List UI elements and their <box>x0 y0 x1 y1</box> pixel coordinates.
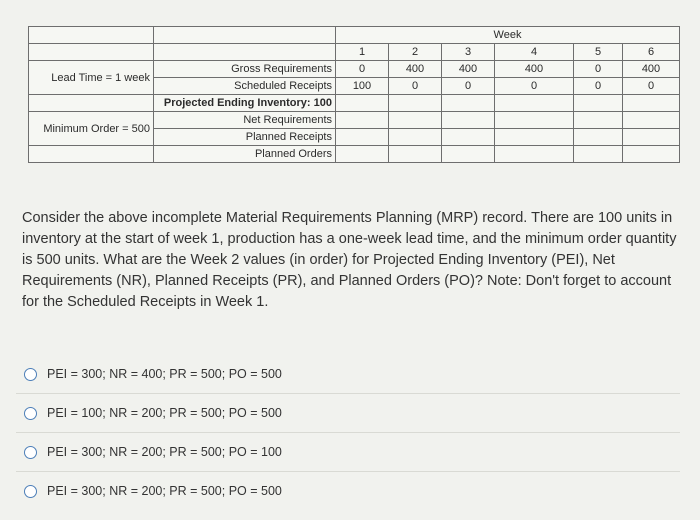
week-number: 4 <box>495 44 574 61</box>
table-cell <box>442 95 495 112</box>
table-cell <box>495 95 574 112</box>
table-cell: 100 <box>336 78 389 95</box>
table-cell: 0 <box>389 78 442 95</box>
table-cell <box>574 129 623 146</box>
table-row <box>29 61 680 78</box>
radio-button-icon[interactable] <box>24 446 37 459</box>
row-label-net-requirements: Net Requirements <box>154 112 336 129</box>
option-label: PEI = 300; NR = 200; PR = 500; PO = 100 <box>47 445 282 459</box>
table-cell <box>389 146 442 163</box>
blank-cell <box>29 27 154 44</box>
radio-button-icon[interactable] <box>24 368 37 381</box>
table-row <box>29 95 680 112</box>
blank-cell <box>29 146 154 163</box>
table-cell <box>623 146 680 163</box>
blank-cell <box>154 27 336 44</box>
table-cell <box>574 146 623 163</box>
row-label-planned-orders: Planned Orders <box>154 146 336 163</box>
radio-button-icon[interactable] <box>24 407 37 420</box>
table-row <box>29 112 680 129</box>
option-label: PEI = 100; NR = 200; PR = 500; PO = 500 <box>47 406 282 420</box>
table-cell <box>442 112 495 129</box>
option-label: PEI = 300; NR = 400; PR = 500; PO = 500 <box>47 367 282 381</box>
table-cell <box>336 146 389 163</box>
blank-cell <box>29 44 154 61</box>
blank-cell <box>154 44 336 61</box>
table-cell <box>336 129 389 146</box>
table-cell <box>336 112 389 129</box>
table-cell: 400 <box>495 61 574 78</box>
table-row <box>29 146 680 163</box>
lead-time-label: Lead Time = 1 week <box>29 61 154 95</box>
answer-option-3[interactable] <box>16 433 680 472</box>
table-cell: 400 <box>442 61 495 78</box>
row-label-gross-requirements: Gross Requirements <box>154 61 336 78</box>
table-cell: 0 <box>574 61 623 78</box>
table-cell <box>623 95 680 112</box>
table-cell <box>336 95 389 112</box>
row-label-planned-receipts: Planned Receipts <box>154 129 336 146</box>
answer-option-2[interactable] <box>16 394 680 433</box>
table-cell: 0 <box>574 78 623 95</box>
table-cell <box>389 112 442 129</box>
table-cell <box>495 112 574 129</box>
radio-button-icon[interactable] <box>24 485 37 498</box>
week-number: 1 <box>336 44 389 61</box>
week-header: Week <box>336 27 680 44</box>
table-cell <box>623 112 680 129</box>
week-number-row <box>29 44 680 61</box>
table-cell <box>574 95 623 112</box>
mrp-table <box>28 26 680 163</box>
option-label: PEI = 300; NR = 200; PR = 500; PO = 500 <box>47 484 282 498</box>
table-cell <box>574 112 623 129</box>
row-label-scheduled-receipts: Scheduled Receipts <box>154 78 336 95</box>
table-cell <box>495 129 574 146</box>
table-cell: 0 <box>442 78 495 95</box>
answer-option-1[interactable] <box>16 355 680 394</box>
table-cell: 0 <box>623 78 680 95</box>
table-cell: 400 <box>389 61 442 78</box>
table-cell <box>623 129 680 146</box>
table-cell: 400 <box>623 61 680 78</box>
table-cell <box>442 129 495 146</box>
answer-option-4[interactable] <box>16 472 680 510</box>
week-number: 3 <box>442 44 495 61</box>
week-number: 5 <box>574 44 623 61</box>
table-cell <box>389 129 442 146</box>
question-text: Consider the above incomplete Material Requirements Planning (MRP) record. There are 100 units in inventory at the start of week 1, production has a one-week lead time, and the minimum order quantity is 500 units. What are the Week 2 values (in order) for Projected Ending Inventory (PEI), Net Requirements (NR), Planned Receipts (PR), and Planned Orders (PO)? Note: Don't forget to account for the Scheduled Receipts in Week 1. <box>22 210 677 310</box>
table-header-blank-row <box>29 27 680 44</box>
table-cell <box>442 146 495 163</box>
table-cell <box>495 146 574 163</box>
week-number: 6 <box>623 44 680 61</box>
blank-cell <box>29 95 154 112</box>
table-cell <box>389 95 442 112</box>
week-number: 2 <box>389 44 442 61</box>
table-cell: 0 <box>495 78 574 95</box>
row-label-projected-ending-inventory: Projected Ending Inventory: 100 <box>154 95 336 112</box>
minimum-order-label: Minimum Order = 500 <box>29 112 154 146</box>
answer-options <box>16 355 680 510</box>
table-cell: 0 <box>336 61 389 78</box>
